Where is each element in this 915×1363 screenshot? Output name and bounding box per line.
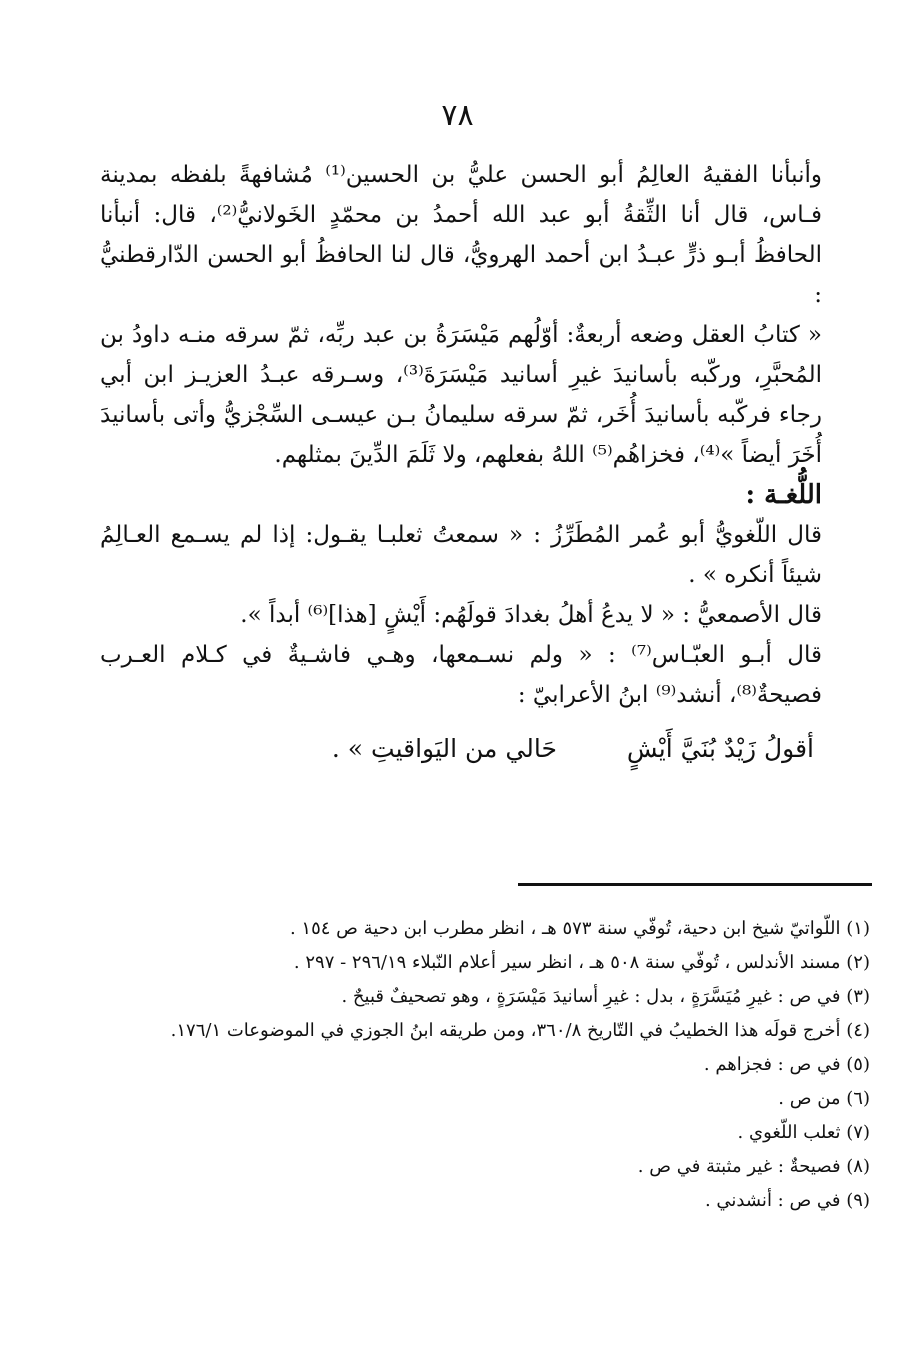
- paragraph-asmai: قال الأصمعيُّ : « لا يدعُ أهلُ بغدادَ قولَهُم: أَيْشٍ [هذا]⁽⁶⁾ أبداً ».: [240, 602, 822, 628]
- paragraph-mutarriz: قال اللّغويُّ أبو عُمر المُطَرِّزُ : « سمعتُ ثعلبـا يقـول: إذا لم يسـمع العـالِمُ شيئاً أنكره » .: [100, 522, 822, 588]
- footnote: (٨) فصيحةٌ : غير مثبتة في ص .: [637, 1156, 870, 1177]
- footnote: (٦) من ص .: [778, 1088, 870, 1109]
- footnotes: [90, 912, 870, 1218]
- main-text: [100, 155, 822, 769]
- section-heading: اللُّغـة :: [745, 480, 822, 510]
- paragraph-chain-of-narration: وأنبأنا الفقيهُ العالِمُ أبو الحسن عليُّ بن الحسين⁽¹⁾ مُشافهةً بلفظه بمدينة فـاس، قال أنا الثِّقةُ أبو عبد الله أحمدُ بن محمّدٍ الخَولانيُّ⁽²⁾، قال: أنبأنا الحافظُ أبـو ذرٍّ عبـدُ ابن أحمد الهرويُّ، قال لنا الحافظُ أبو الحسن الدّارقطنيُّ :: [100, 162, 822, 308]
- page-number: ٧٨: [441, 98, 474, 133]
- paragraph-book-of-intellect: « كتابُ العقل وضعه أربعةٌ: أوّلُهم مَيْسَرَةُ بن عبد ربِّه، ثمّ سرقه منـه داودُ بن المُحبَّرِ، وركّبه بأسانيدَ غيرِ أسانيد مَيْسَرَةَ⁽³⁾، وسـرقه عبـدُ العزيـز ابن أبي رجاء فركّبه بأسانيدَ أُخَر، ثمّ سرقه سليمانُ بـن عيسـى السِّجْزيُّ وأتى بأسانيدَ أُخَرَ أيضاً »⁽⁴⁾، فخزاهُم⁽⁵⁾ اللهُ بفعلهم، ولا ثَلَمَ الدِّينَ بمثلهم.: [100, 322, 822, 468]
- verse-second-hemistich: حَالي من اليَواقيتِ » .: [331, 734, 557, 763]
- footnote: (٥) في ص : فجزاهم .: [703, 1054, 870, 1075]
- footnote: (١) اللّواتيّ شيخ ابن دحية، تُوفّي سنة ٥٧٣ هـ ، انظر مطرب ابن دحية ص ١٥٤ .: [289, 918, 870, 939]
- footnote: (٤) أخرج قولَه هذا الخطيبُ في التّاريخ ٣٦٠/٨، ومن طريقه ابنُ الجوزي في الموضوعات ١٧٦/١.: [170, 1020, 870, 1041]
- verse-first-hemistich: أقولُ زَيْدٌ بُنَيَّ أَيْشٍ: [626, 734, 814, 763]
- footnote: (٧) ثعلب اللّغوي .: [737, 1122, 870, 1143]
- footnote: (٩) في ص : أنشدني .: [704, 1190, 870, 1211]
- paragraph-abu-abbas: قال أبـو العبّـاس⁽⁷⁾ : « ولم نسـمعها، وهـي فاشـيةٌ في كـلام العـرب فصيحةٌ⁽⁸⁾، أنشد⁽⁹⁾ ابنُ الأعرابيّ :: [100, 642, 823, 708]
- footnote-separator: [518, 883, 872, 886]
- footnote: (٣) في ص : غيرِ مُيَسَّرَةٍ ، بدل : غيرِ أسانيدَ مَيْسَرَةٍ ، وهو تصحيفٌ قبيحٌ .: [341, 986, 870, 1007]
- poetry-verse: [100, 729, 822, 769]
- footnote: (٢) مسند الأندلس ، تُوفّي سنة ٥٠٨ هـ ، انظر سير أعلام النّبلاء ٢٩٦/١٩ - ٢٩٧ .: [293, 952, 870, 973]
